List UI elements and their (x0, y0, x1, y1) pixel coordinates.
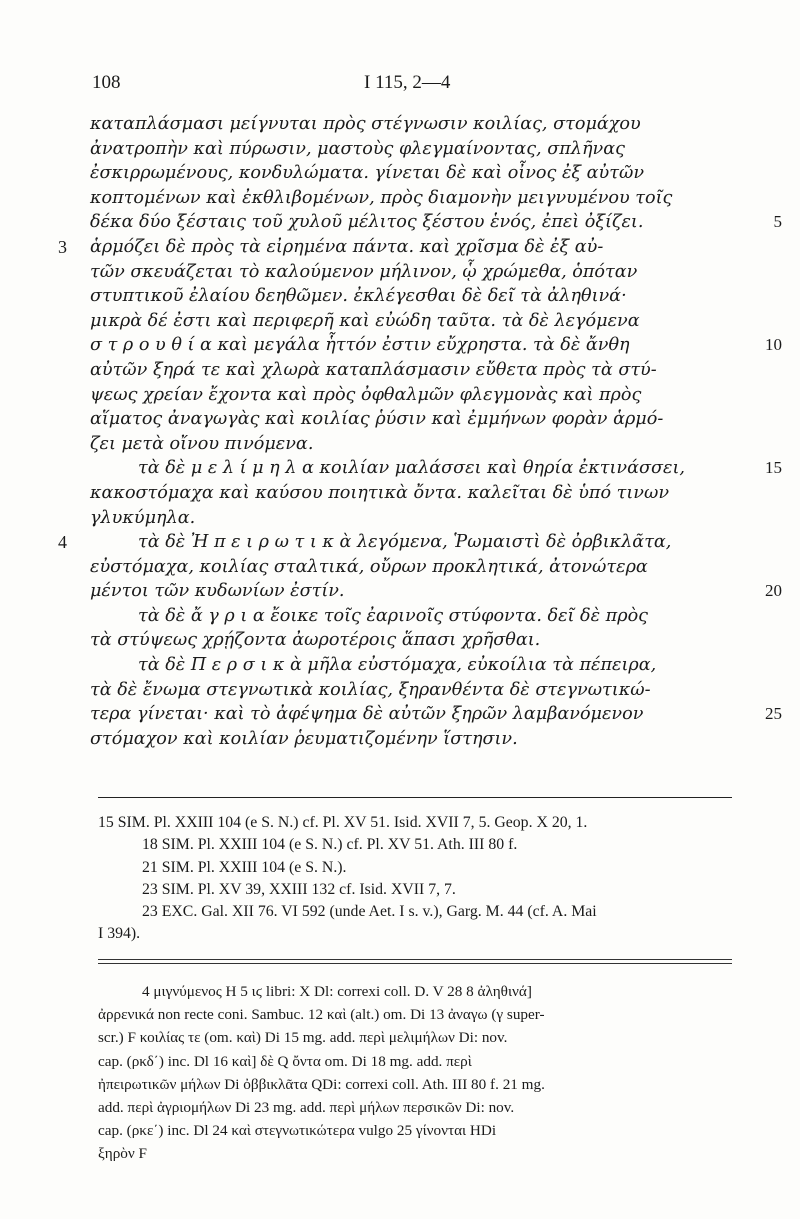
text-line-content: γλυκύμηλα. (90, 507, 196, 528)
text-line (90, 481, 730, 506)
text-line-content: μικρὰ δέ ἐστι καὶ περιφερῆ καὶ εὐώδη ταῦτα. τὰ δὲ λεγόμενα (90, 310, 640, 331)
main-text (58, 112, 782, 751)
testimonia-line: 18 SIM. Pl. XXIII 104 (e S. N.) cf. Pl. XV 51. Ath. III 80 f. (142, 836, 518, 854)
line-number: 20 (765, 581, 782, 601)
text-line-content: σ τ ρ ο υ θ ί α καὶ μεγάλα ἧττόν ἐστιν εὔχρηστα. τὰ δὲ ἄνθη (90, 335, 630, 356)
line-number: 5 (773, 212, 782, 232)
text-line (90, 432, 730, 457)
section-rule (98, 797, 732, 798)
text-line (90, 309, 730, 334)
running-head: I 115, 2—4 (364, 72, 451, 93)
text-line (90, 456, 782, 481)
testimonia-line: 23 SIM. Pl. XV 39, XXIII 132 cf. Isid. XVII 7, 7. (142, 880, 456, 898)
testimonia-line: 21 SIM. Pl. XXIII 104 (e S. N.). (142, 858, 347, 876)
line-number: 25 (765, 704, 782, 724)
text-line-content: κοπτομένων καὶ ἐκθλιβομένων, πρὸς διαμονὴν μειγνυμένου τοῖς (90, 187, 673, 208)
text-line-content: ἀνατροπὴν καὶ πύρωσιν, μαστοὺς φλεγμαίνοντας, σπλῆνας (90, 138, 625, 159)
text-line-content: αὐτῶν ξηρά τε καὶ χλωρὰ καταπλάσμασιν εὔθετα πρὸς τὰ στύ- (90, 359, 657, 380)
text-line (58, 530, 730, 555)
text-line-content: τὰ δὲ Ἠ π ε ι ρ ω τ ι κ ὰ λεγόμενα, Ῥωμαιστὶ δὲ ὀρβικλᾶτα, (138, 532, 672, 553)
text-line-content: στόμαχον καὶ κοιλίαν ῥευματιζομένην ἵστησιν. (90, 728, 518, 749)
apparatus-rule-bottom (98, 963, 732, 964)
text-line-content: τὰ δὲ ἄ γ ρ ι α ἔοικε τοῖς ἐαρινοῖς στύφοντα. δεῖ δὲ πρὸς (138, 605, 649, 626)
text-line-content: τὰ στύψεως χρῄζοντα ἀωροτέροις ἅπασι χρῆσθαι. (90, 630, 541, 651)
text-line (90, 333, 782, 358)
line-number: 10 (765, 335, 782, 355)
text-line (90, 628, 730, 653)
text-line (90, 653, 730, 678)
text-line-content: καταπλάσμασι μείγνυται πρὸς στέγνωσιν κοιλίας, στομάχου (90, 114, 641, 134)
testimonia-line: 15 SIM. Pl. XXIII 104 (e S. N.) cf. Pl. XV 51. Isid. XVII 7, 5. Geop. X 20, 1. (98, 814, 588, 831)
text-line (90, 260, 730, 285)
apparatus-line: cap. (ρκε΄) inc. Dl 24 καὶ στεγνωτικώτερα vulgo 25 γίνονται HDi (98, 1122, 497, 1140)
text-line (90, 112, 730, 137)
text-line-content: ἐσκιρρωμένους, κονδυλώματα. γίνεται δὲ καὶ οἶνος ἐξ αὐτῶν (90, 163, 645, 184)
testimonia-line: I 394). (98, 925, 141, 943)
line-number: 15 (765, 458, 782, 478)
section-number: 3 (58, 236, 67, 257)
text-line-content: δέκα δύο ξέσταις τοῦ χυλοῦ μέλιτος ξέστου ἑνός, ἐπεὶ ὀξίζει. (90, 212, 644, 233)
text-line (90, 284, 730, 309)
section-number: 4 (58, 532, 67, 553)
text-line-content: μέντοι τῶν κυδωνίων ἐστίν. (90, 581, 345, 602)
text-line (90, 702, 782, 727)
text-line (90, 358, 730, 383)
text-line-content: τὰ δὲ μ ε λ ί μ η λ α κοιλίαν μαλάσσει καὶ θηρία ἐκτινάσσει, (138, 458, 685, 479)
text-line-content: ζει μετὰ οἴνου πινόμενα. (90, 433, 314, 454)
text-line (90, 579, 782, 604)
apparatus-line: ἠπειρωτικῶν μήλων Di ὀββικλᾶτα QDi: correxi coll. Ath. III 80 f. 21 mg. (98, 1075, 545, 1093)
text-line (58, 235, 730, 260)
text-line-content: στυπτικοῦ ἐλαίου δεηθῶμεν. ἐκλέγεσθαι δὲ δεῖ τὰ ἀληθινά· (90, 286, 627, 307)
apparatus-line: add. περὶ ἀγριομήλων Di 23 mg. add. περὶ μήλων περσικῶν Di: nov. (98, 1098, 515, 1116)
apparatus-line: 4 μιγνύμενος H 5 ιϛ libri: X Dl: correxi coll. D. V 28 8 ἀληθινά] (142, 983, 532, 1000)
text-line (90, 678, 730, 703)
text-line (90, 161, 730, 186)
apparatus-line: ξηρὸν F (98, 1145, 147, 1163)
text-line-content: τὰ δὲ ἔνωμα στεγνωτικὰ κοιλίας, ξηρανθέντα δὲ στεγνωτικώ- (90, 679, 651, 700)
apparatus-line: scr.) F κοιλίας τε (om. καὶ) Di 15 mg. add. περὶ μελιμήλων Di: nov. (98, 1029, 508, 1047)
page-number: 108 (92, 72, 121, 93)
text-line (90, 383, 730, 408)
apparatus-line: ἀρρενικά non recte coni. Sambuc. 12 καὶ (alt.) om. Di 13 ἀναγω (γ super- (98, 1006, 545, 1024)
text-line (90, 137, 730, 162)
text-line-content: εὐστόμαχα, κοιλίας σταλτικά, οὔρων προκλητικά, ἀτονώτερα (90, 556, 648, 577)
text-line (90, 555, 730, 580)
critical-apparatus (98, 980, 738, 1166)
text-line-content: ψεως χρείαν ἔχοντα καὶ πρὸς ὀφθαλμῶν φλεγμονὰς καὶ πρὸς (90, 384, 642, 405)
text-line (90, 407, 730, 432)
text-line (90, 604, 730, 629)
text-line-content: κακοστόμαχα καὶ καύσου ποιητικὰ ὄντα. καλεῖται δὲ ὑπό τινων (90, 482, 670, 503)
text-line (90, 506, 730, 531)
text-line-content: τερα γίνεται· καὶ τὸ ἀφέψημα δὲ αὐτῶν ξηρῶν λαμβανόμενον (90, 704, 644, 725)
testimonia-line: 23 EXC. Gal. XII 76. VI 592 (unde Aet. I s. v.), Garg. M. 44 (cf. A. Mai (142, 903, 597, 921)
text-line-content: ἁρμόζει δὲ πρὸς τὰ εἰρημένα πάντα. καὶ χρῖσμα δὲ ἐξ αὐ- (90, 236, 604, 257)
apparatus-rule-top (98, 959, 732, 960)
text-line-content: τῶν σκευάζεται τὸ καλούμενον μήλινον, ᾧ χρώμεθα, ὁπόταν (90, 261, 638, 282)
testimonia-notes (98, 812, 738, 946)
text-line (90, 210, 782, 235)
text-line-content: αἵματος ἀναγωγὰς καὶ κοιλίας ῥύσιν καὶ ἐμμήνων φορὰν ἁρμό- (90, 409, 664, 430)
apparatus-line: cap. (ρκδ΄) inc. Dl 16 καὶ] δὲ Q ὄντα om. Di 18 mg. add. περὶ (98, 1052, 472, 1070)
text-line (90, 727, 730, 752)
text-line-content: τὰ δὲ Π ε ρ σ ι κ ὰ μῆλα εὐστόμαχα, εὐκοίλια τὰ πέπειρα, (138, 655, 657, 676)
text-line (90, 186, 730, 211)
